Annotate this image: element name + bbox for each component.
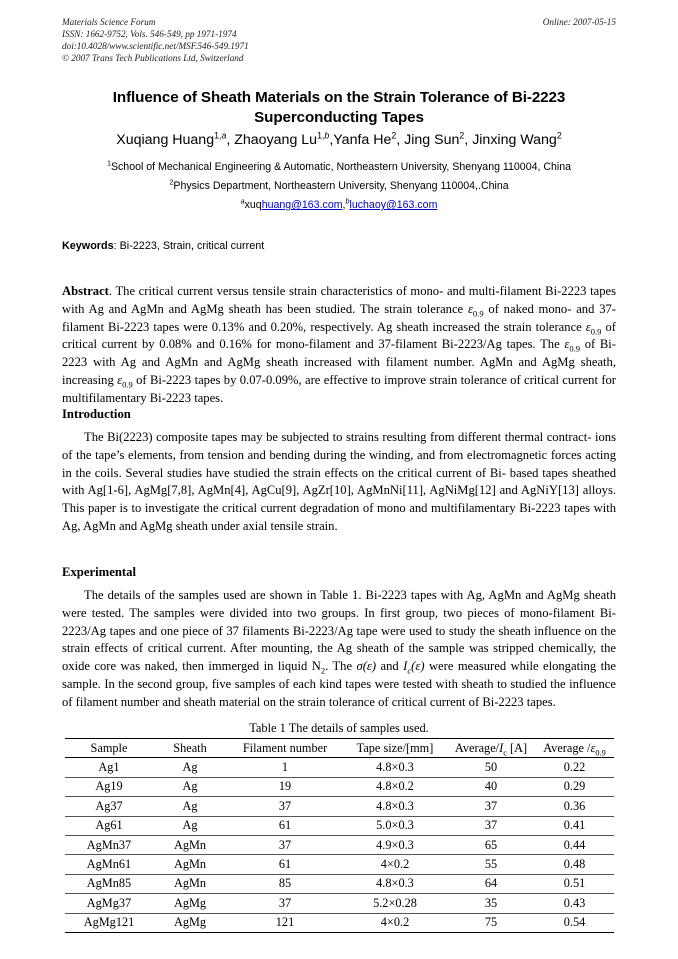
cell-tape-size: 4.8×0.3 [343, 797, 447, 816]
strain-symbol: ε [564, 337, 570, 352]
cell-average-ic: 75 [447, 913, 535, 932]
experimental-text-4: were measured while elongating the sample. In the second group, five samples of each kind tapes were tested with sheath to studied the influence of filament number and sheath material on the strain tolerance of critical current of Bi-2223 tapes. [62, 659, 616, 709]
critical-current-symbol: I [403, 659, 408, 674]
cell-average-strain: 0.44 [535, 835, 614, 854]
experimental-text-2: . The [325, 659, 357, 674]
cell-tape-size: 5.0×0.3 [343, 816, 447, 835]
critical-current-argument: (ε) [411, 659, 425, 674]
experimental-text-1: The details of the samples used are shown in Table 1. Bi-2223 tapes with Ag, AgMn and AgMg sheath were tested. The samples were divided into two groups. In first group, two pieces of mono-filament Bi-2223/Ag tapes and one piece of 37 filaments Bi-2223/Ag tape were used to study the sheath influence on the strain effects of critical current. After mounting, the Ag sheath of the sample was stripped chemically, the oxide core was naked, then immerged in liquid N [62, 588, 616, 674]
cell-average-ic: 64 [447, 874, 535, 893]
ic-header-symbol: I [499, 740, 504, 755]
author-affil-marker: 2 [459, 130, 465, 141]
cell-average-strain: 0.51 [535, 874, 614, 893]
column-header-filament-number: Filament number [227, 739, 343, 758]
affiliation-2 [30, 179, 648, 193]
affiliation-marker: 2 [169, 177, 174, 187]
samples-table [65, 738, 614, 933]
cell-filament-number: 37 [227, 894, 343, 913]
experimental-paragraph [62, 587, 616, 712]
author-emails [30, 198, 648, 212]
cell-filament-number: 121 [227, 913, 343, 932]
cell-filament-number: 1 [227, 758, 343, 777]
table-row [65, 874, 614, 893]
author-affil-marker: 2 [556, 130, 562, 141]
author-list [46, 130, 632, 150]
cell-average-ic: 35 [447, 894, 535, 913]
table-row [65, 797, 614, 816]
cell-average-strain: 0.41 [535, 816, 614, 835]
affiliation-marker: 1 [106, 158, 111, 168]
strain-symbol: ε [467, 301, 473, 316]
keywords-line [62, 239, 616, 253]
email-prefix: xuq [244, 199, 262, 211]
table-header-row [65, 739, 614, 758]
cell-sample: AgMn37 [65, 835, 153, 854]
email-marker-b: b [345, 196, 350, 206]
table-body [65, 758, 614, 933]
author-name: Yanfa He [333, 132, 392, 148]
copyright: © 2007 Trans Tech Publications Ltd, Switzerland [62, 53, 244, 64]
abstract-text-2: of naked mono- and 37-filament Bi-2223 tapes were 0.13% and 0.20%, respectively. Ag sheath increased the strain tolerance [62, 301, 616, 334]
cell-sample: Ag37 [65, 797, 153, 816]
table-row [65, 855, 614, 874]
cell-sample: AgMg37 [65, 894, 153, 913]
affiliation-text: Physics Department, Northeastern University, Shenyang 110004,.China [173, 180, 509, 192]
author-separator: , [396, 132, 405, 148]
eps-header-prefix: Average / [543, 740, 591, 755]
cell-sheath: AgMn [153, 855, 227, 874]
cell-sheath: Ag [153, 777, 227, 796]
author-email-marker: a [221, 130, 227, 141]
ic-header-prefix: Average/ [454, 740, 500, 755]
cell-filament-number: 85 [227, 874, 343, 893]
author-email-marker: b [324, 130, 330, 141]
table-header [65, 739, 614, 758]
author-separator: , [464, 132, 473, 148]
samples-table-wrapper [65, 738, 614, 933]
strain-symbol: ε [117, 372, 123, 387]
online-date: Online: 2007-05-15 [542, 17, 616, 27]
author-affil-marker: 1, [317, 130, 325, 141]
cell-sample: Ag19 [65, 777, 153, 796]
strain-subscript: 0.9 [590, 326, 602, 337]
cell-average-ic: 65 [447, 835, 535, 854]
cell-tape-size: 4.8×0.3 [343, 758, 447, 777]
cell-average-ic: 37 [447, 816, 535, 835]
nitrogen-subscript: 2 [320, 665, 326, 676]
cell-average-strain: 0.22 [535, 758, 614, 777]
column-header-sheath: Sheath [153, 739, 227, 758]
affiliation-1 [30, 160, 648, 174]
cell-sheath: Ag [153, 758, 227, 777]
journal-name: Materials Science Forum [62, 17, 156, 27]
cell-filament-number: 19 [227, 777, 343, 796]
introduction-paragraph: The Bi(2223) composite tapes may be subjected to strains resulting from different thermal contract- ions of the tape’s elements, from tension and bending during the winding, and from electromagnetic forces acting in the coils. Several studies have studied the strain effects on the critical current of Bi- based tapes sheathed with Ag[1-6], AgMg[7,8], AgMn[4], AgCu[9], AgZr[10], AgMnNi[11], AgNiMg[12] and AgNiY[13] alloys. This paper is to investigate the critical current degradation of mono and multifilamentary Bi-2223 tapes with Ag, AgMn and AgMg sheath under axial tensile strain. [62, 430, 616, 533]
author-name: Zhaoyang Lu [234, 132, 318, 148]
column-header-tape-size: Tape size/[mm] [343, 739, 447, 758]
stress-symbol: σ [356, 659, 363, 674]
critical-current-subscript: c [407, 665, 412, 676]
cell-tape-size: 4×0.2 [343, 913, 447, 932]
table-row [65, 913, 614, 932]
author-affil-marker: 1, [214, 130, 222, 141]
author-separator: , [226, 132, 235, 148]
abstract-text-1: . The critical current versus tensile strain characteristics of mono- and multi-filament Bi-2223 tapes with Ag and AgMn and AgMg sheath has been studied. The strain tolerance [62, 284, 616, 316]
author-affil-marker: 2 [391, 130, 397, 141]
table-row [65, 894, 614, 913]
table-row [65, 758, 614, 777]
ic-header-subscript: c [503, 748, 507, 758]
cell-sheath: AgMn [153, 835, 227, 854]
cell-tape-size: 4.8×0.3 [343, 874, 447, 893]
strain-subscript: 0.9 [122, 379, 133, 390]
author-name: Jing Sun [404, 132, 460, 148]
eps-header-subscript: 0.9 [595, 748, 606, 758]
table-row [65, 835, 614, 854]
table-row [65, 816, 614, 835]
strain-subscript: 0.9 [472, 308, 484, 319]
cell-sample: AgMn85 [65, 874, 153, 893]
cell-tape-size: 4.8×0.2 [343, 777, 447, 796]
cell-average-strain: 0.36 [535, 797, 614, 816]
keywords-value: Bi-2223, Strain, critical current [119, 240, 265, 252]
section-heading-introduction: Introduction [62, 407, 131, 421]
cell-tape-size: 5.2×0.28 [343, 894, 447, 913]
strain-symbol: ε [585, 319, 591, 334]
cell-filament-number: 37 [227, 835, 343, 854]
masthead [62, 16, 616, 64]
cell-average-ic: 55 [447, 855, 535, 874]
issn-volume-pages: ISSN: 1662-9752, Vols. 546-549, pp 1971-1974 [62, 29, 237, 40]
table-row [65, 777, 614, 796]
cell-sheath: Ag [153, 797, 227, 816]
eps-header-symbol: ε [590, 740, 596, 755]
cell-filament-number: 61 [227, 855, 343, 874]
cell-sample: Ag1 [65, 758, 153, 777]
email-separator: , [342, 199, 346, 211]
cell-filament-number: 37 [227, 797, 343, 816]
cell-average-strain: 0.43 [535, 894, 614, 913]
abstract-text-4: of Bi-2223 with Ag and AgMn and AgMg sheath increased with filament number. AgMn and AgMg sheath, increasing [62, 337, 616, 387]
author-name: Jinxing Wang [472, 132, 557, 148]
cell-sample: AgMg121 [65, 913, 153, 932]
cell-sheath: AgMg [153, 913, 227, 932]
abstract-text-5: of Bi-2223 tapes by 0.07-0.09%, are effective to improve strain tolerance of critical current for multifilamentary Bi-2223 tapes. [62, 372, 617, 405]
cell-sample: Ag61 [65, 816, 153, 835]
email-marker-a: a [240, 196, 245, 206]
cell-average-ic: 50 [447, 758, 535, 777]
keywords-colon: : [113, 240, 120, 252]
abstract-block [62, 283, 616, 408]
cell-average-strain: 0.48 [535, 855, 614, 874]
table-caption: Table 1 The details of samples used. [249, 721, 429, 735]
cell-tape-size: 4×0.2 [343, 855, 447, 874]
author-separator: , [329, 132, 334, 148]
experimental-text-3: and [376, 659, 404, 674]
cell-average-strain: 0.54 [535, 913, 614, 932]
stress-argument: (ε) [362, 659, 377, 674]
masthead-left-block [62, 16, 249, 64]
section-heading-experimental: Experimental [62, 565, 137, 579]
cell-average-strain: 0.29 [535, 777, 614, 796]
cell-tape-size: 4.9×0.3 [343, 835, 447, 854]
column-header-average-strain [535, 739, 614, 758]
author-name: Xuqiang Huang [116, 132, 215, 148]
doi: doi:10.4028/www.scientific.net/MSF.546-549.1971 [62, 41, 249, 52]
cell-average-ic: 37 [447, 797, 535, 816]
cell-average-ic: 40 [447, 777, 535, 796]
abstract-text-3: of critical current by 0.08% and 0.16% for mono-filament and 37-filament Bi-2223/Ag tapes. The [62, 319, 616, 352]
cell-sheath: Ag [153, 816, 227, 835]
cell-sheath: AgMn [153, 874, 227, 893]
cell-sample: AgMn61 [65, 855, 153, 874]
affiliation-text: School of Mechanical Engineering & Automatic, Northeastern University, Shenyang 110004, China [110, 161, 572, 173]
keywords-label: Keywords [62, 240, 114, 252]
column-header-sample: Sample [65, 739, 153, 758]
abstract-label: Abstract [62, 284, 109, 298]
cell-sheath: AgMg [153, 894, 227, 913]
email-link-2[interactable]: luchaoy@163.com [349, 199, 438, 211]
email-link-1[interactable]: huang@163.com [261, 199, 343, 211]
ic-header-suffix: [A] [506, 740, 528, 755]
column-header-average-ic [447, 739, 535, 758]
page-title: Influence of Sheath Materials on the Strain Tolerance of Bi-2223 Superconducting Tapes [112, 89, 566, 126]
cell-filament-number: 61 [227, 816, 343, 835]
strain-subscript: 0.9 [569, 343, 581, 354]
